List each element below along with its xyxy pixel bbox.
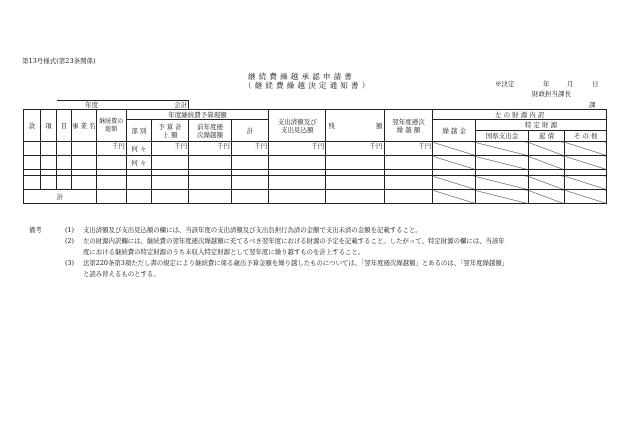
account-cell: 会計 <box>126 101 188 110</box>
decision-label: ※決定 <box>495 80 515 88</box>
col-next-year: 翌年度逓次 繰 越 額 <box>384 110 433 142</box>
col-total: 継続費の総額 <box>96 110 126 142</box>
col-prev-year: 前年度逓 次繰越額 <box>189 120 232 142</box>
col-budget: 予 算 計 上 額 <box>151 120 188 142</box>
col-kei: 計 <box>231 120 268 142</box>
decision-year: 年 <box>543 80 550 88</box>
decision-month: 月 <box>567 80 574 88</box>
note-text: 支出済額及び支出見込額の欄には、当該年度の支出済額及び支出負担行為済の金額で支出未済の金額を記載すること。 <box>83 226 422 234</box>
note-text: 法第220条第3項ただし書の規定により継続費に係る歳出予算金額を繰り越したものについては、「翌年度逓次繰越額」とあるのは、「翌年度繰越額」 <box>83 259 509 267</box>
unit-next: 千円 <box>384 142 433 156</box>
col-kou: 款 <box>24 110 41 142</box>
form-subtitle: （継続費繰越決定通知書） <box>244 81 373 90</box>
note-2 <box>43 236 603 247</box>
note-1 <box>29 225 603 236</box>
group-current-budget: 年度継続費予算現額 <box>126 110 268 120</box>
col-spent: 支出済額及び 支出見込額 <box>269 110 326 142</box>
col-bond: 起 債 <box>528 131 564 142</box>
notes-heading: 備考 <box>29 226 42 234</box>
note-num: (2) <box>65 237 75 245</box>
col-national: 国県支出金 <box>475 131 528 142</box>
unit-total: 千円 <box>96 142 126 156</box>
col-kou-chu: 項 <box>40 110 57 142</box>
note-3 <box>43 258 603 269</box>
col-jigyou: 事 業 名 <box>71 110 96 142</box>
application-table <box>23 100 607 204</box>
addressee: 財政担当課長 <box>532 90 571 98</box>
unit-spent: 千円 <box>269 142 326 156</box>
group-finance: 左 の 財 源 内 訳 <box>433 110 607 120</box>
note-text: 度における継続費の特定財源のうち未収入特定財源として翌年度に繰り越すものを計上すること。 <box>83 248 365 256</box>
dept-label: 課 <box>589 101 596 109</box>
unit-prev: 千円 <box>189 142 232 156</box>
col-gaku: 額 <box>351 110 384 142</box>
col-bubetsu: 部 別 <box>126 120 151 142</box>
note-text: 左の財源内訳欄には、継続費の翌年度逓次繰越額に充てるべき翌年度における財源の予定を記載すること。したがって、特定財源の欄には、当該年 <box>83 237 505 245</box>
total-label-cell: 計 <box>24 190 97 204</box>
col-moku: 目 <box>57 110 72 142</box>
col-other: そ の 他 <box>565 131 607 142</box>
note-3-cont <box>43 269 603 280</box>
note-text: と読み替えるものとする。 <box>83 270 160 278</box>
form-number: 第13号様式(第23条関係) <box>22 57 96 65</box>
group-special: 特 定 財 源 <box>475 120 606 131</box>
note-num: (3) <box>65 259 75 267</box>
note-2-cont <box>43 247 603 258</box>
row-label-2: 何 々 <box>126 156 151 170</box>
decision-day: 日 <box>592 80 599 88</box>
notes-section <box>29 225 603 280</box>
fiscal-year-cell: 年度 <box>57 101 127 110</box>
col-zan: 残 <box>326 110 351 142</box>
note-num: (1) <box>65 226 75 234</box>
form-title: 継続費繰越承認申請書 <box>248 72 355 81</box>
unit-budget: 千円 <box>151 142 188 156</box>
unit-zan: 千円 <box>326 142 384 156</box>
col-kurikoshi: 繰 越 金 <box>433 120 476 142</box>
row-label: 何 々 <box>126 142 151 156</box>
unit-kei: 千円 <box>231 142 268 156</box>
